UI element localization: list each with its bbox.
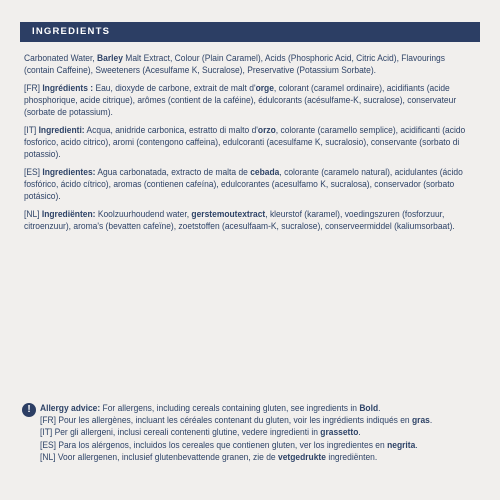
ingredients-text: , colorant (caramel ordinaire), acidifiants (acide phosphorique, acide citrique), arômes (contient de la caféine), édulcorants (acésulfame-K, sucralose), conservateur (sorbate de potassium). — [24, 83, 457, 117]
allergy-text: . — [358, 427, 361, 438]
allergy-text: For allergens, including cereals containing gluten, see ingredients in — [100, 403, 360, 413]
language-prefix: [ES] — [24, 167, 43, 177]
ingredients-text: Acqua, anidride carbonica, estratto di malto d' — [84, 125, 258, 135]
allergy-text: . — [415, 439, 418, 450]
ingredients-paragraph — [24, 166, 476, 202]
allergy-bold-text: vetgedrukte — [277, 451, 326, 462]
allergen-text: cebada — [250, 167, 280, 177]
allergy-line — [40, 451, 491, 463]
ingredients-text: Koolzuurhoudend water, — [95, 209, 192, 219]
allergy-text: ingrediënten. — [325, 451, 378, 462]
ingredients-label: Ingrédients : — [42, 83, 94, 93]
language-prefix: [NL] — [24, 209, 42, 219]
allergy-text: . — [429, 415, 433, 426]
allergy-line — [40, 426, 491, 438]
allergy-text: [ES] Para los alérgenos, incluidos los cereales que contienen gluten, ver los ingredientes en — [40, 439, 388, 450]
ingredients-paragraph — [24, 52, 476, 76]
exclamation-icon: ! — [22, 403, 36, 417]
language-prefix: [FR] — [24, 83, 43, 93]
ingredients-text: Malt Extract, Colour (Plain Caramel), Acids (Phosphoric Acid, Citric Acid), Flavourings (contain Caffeine), Sweeteners (Acesulfame K, Sucralose), Preservative (Potassium Sorbate). — [24, 53, 446, 75]
ingredients-text: Eau, dioxyde de carbone, extrait de malt d' — [93, 83, 256, 93]
allergy-text: [IT] Per gli allergeni, inclusi cereali contenenti glutine, vedere ingredienti in — [40, 427, 321, 438]
ingredients-header — [20, 22, 480, 42]
allergy-line — [40, 439, 491, 451]
allergen-text: orzo — [257, 125, 276, 135]
allergy-text: [NL] Voor allergenen, inclusief glutenbevattende granen, zie de — [40, 451, 278, 462]
language-prefix: [IT] — [24, 125, 39, 135]
ingredients-text: Agua carbonatada, extracto de malta de — [95, 167, 251, 177]
ingredients-label: Ingrediënten: — [41, 209, 96, 219]
ingredients-text: , colorante (caramelo natural), acidulantes (ácido fosfórico, ácido cítrico), aromas (contienen cafeína), edulcorantes (acesulfamo K, sucralosa), conservador (sorbato potásico). — [24, 167, 463, 201]
allergy-bold-text: grassetto — [320, 427, 359, 438]
ingredients-label: Ingredientes: — [42, 167, 96, 177]
allergy-text: [FR] Pour les allergènes, incluant les céréales contenant du gluten, voir les ingrédients indiqués en — [40, 415, 412, 426]
allergy-bold-text: Allergy advice: — [40, 403, 101, 413]
ingredients-title: INGREDIENTS — [32, 26, 111, 37]
ingredients-paragraph — [24, 124, 476, 160]
ingredients-text: , colorante (caramello semplice), acidificanti (acido fosforico, acido citrico), aromi (contengono caffeina), edulcoranti (acesulfame K, sucralosio), conservante (sorbato di potassio). — [24, 125, 466, 159]
ingredients-list — [24, 52, 476, 238]
allergy-line — [40, 402, 491, 414]
allergy-bold-text: negrita — [387, 439, 416, 450]
allergen-text: orge — [255, 83, 274, 93]
allergy-text: . — [378, 403, 381, 413]
allergen-text: gerstemoutextract — [191, 209, 266, 219]
ingredients-text: Carbonated Water, — [24, 53, 98, 63]
ingredients-paragraph — [24, 82, 476, 118]
allergy-advice-text — [40, 402, 491, 463]
ingredients-label: Ingredienti: — [38, 125, 85, 135]
allergy-bold-text: Bold — [359, 403, 379, 413]
allergy-bold-text: gras — [411, 415, 430, 426]
ingredients-paragraph — [24, 208, 476, 232]
allergy-line — [40, 414, 491, 426]
allergen-text: Barley — [97, 53, 123, 63]
ingredients-text: , kleurstof (karamel), voedingszuren (fosforzuur, citroenzuur), aroma's (bevatten cafeïne), zoetstoffen (acesulfaam-K, sucralose), conserveermiddel (kaliumsorbaat). — [24, 209, 455, 231]
